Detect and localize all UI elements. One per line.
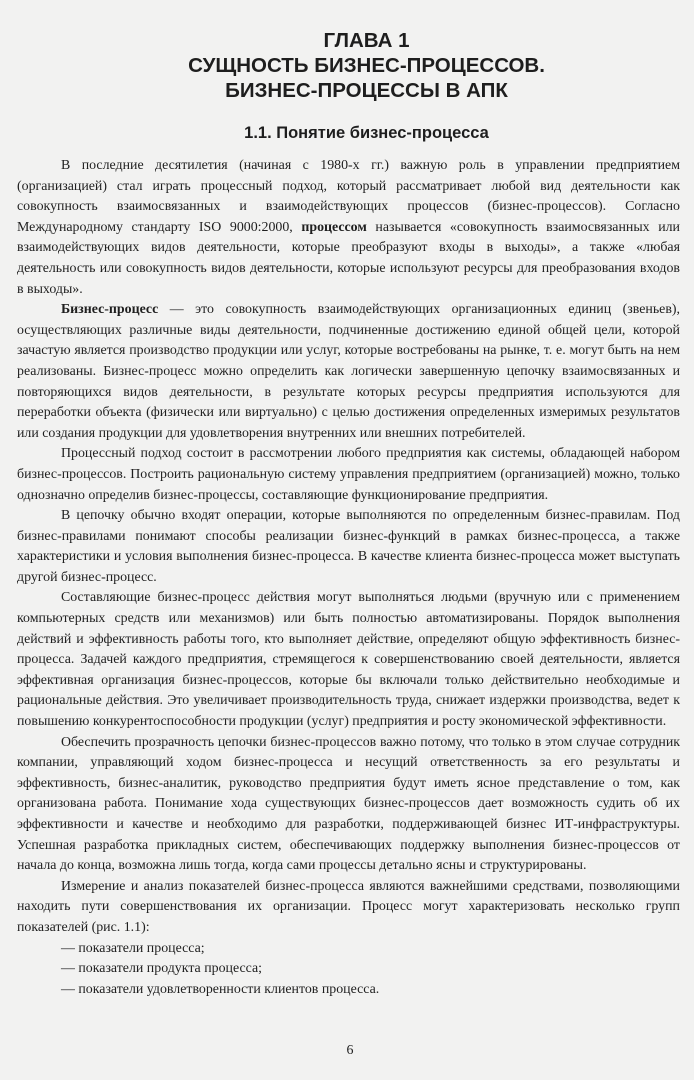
term-business-process: Бизнес-процесс xyxy=(61,302,159,318)
paragraph-7: Измерение и анализ показателей бизнес-процесса являются важнейшими средствами, позволяющими находить пути совершенствования их организации. Процесс могут характеризовать несколько групп показателей (рис. 1.1): xyxy=(17,878,680,935)
chapter-number: ГЛАВА 1 xyxy=(323,29,410,52)
page-number: 6 xyxy=(346,1043,354,1058)
paragraph-1-text-b: называется «совокупность взаимосвязанных или взаимодействующих видов деятельности, которые преобразуют входы в выходы», а также «любая деятельность или совокупность видов деятельности, которые используют ресурсы для преобразования входов в выходы». xyxy=(17,219,680,297)
paragraph-3: Процессный подход состоит в рассмотрении любого предприятия как системы, обладающей набором бизнес-процессов. Построить рациональную систему управления предприятием (организацией) можно, только однозначно определив бизнес-процессы, составляющие функционирование предприятия. xyxy=(17,446,680,503)
list-item: — показатели продукта процесса; xyxy=(61,961,262,977)
chapter-title-line-1: СУЩНОСТЬ БИЗНЕС-ПРОЦЕССОВ. xyxy=(188,54,545,77)
paragraph-2 xyxy=(17,300,680,444)
body-text xyxy=(17,156,680,1000)
paragraph-4: В цепочку обычно входят операции, которые выполняются по определенным бизнес-правилам. Под бизнес-правилами понимают способы реализации бизнес-функций в рамках бизнес-процесса, а также характеристики и условия выполнения бизнес-процесса. В качестве клиента бизнес-процесса может выступать другой бизнес-процесс. xyxy=(17,508,680,585)
section-title: 1.1. Понятие бизнес-процесса xyxy=(244,124,489,142)
paragraph-1 xyxy=(17,156,680,300)
chapter-heading xyxy=(17,28,680,103)
list-item: — показатели процесса; xyxy=(61,940,205,956)
chapter-title-line-2: БИЗНЕС-ПРОЦЕССЫ В АПК xyxy=(225,79,508,102)
paragraph-1-text-a: В последние десятилетия (начиная с 1980-х гг.) важную роль в управлении предприятием (организацией) стал играть процессный подход, который рассматривает любой вид деятельности как совокупность взаимосвязанных и взаимодействующих процессов (бизнес-процессов). Согласно Международному стандарту ISO 9000:2000, xyxy=(17,158,680,235)
paragraph-2-text: — это совокупность взаимодействующих организационных единиц (звеньев), осуществляющих различные виды деятельности, подчиненные достижению единой общей цели, которой зачастую является производство продукции или услуг, которые востребованы на рынке, т. е. могут быть на нем реализованы. Бизнес-процесс можно определить как логически завершенную цепочку взаимосвязанных и повторяющихся видов деятельности, в результате которых ресурсы предприятия используются для переработки объекта (физически или виртуально) с целью достижения определенных измеримых результатов или создания продукции для удовлетворения внутренних или внешних потребителей. xyxy=(17,302,680,441)
paragraph-6: Обеспечить прозрачность цепочки бизнес-процессов важно потому, что только в этом случае сотрудник компании, управляющий ходом бизнес-процесса и несущий ответственность за его результаты и эффективность, бизнес-аналитик, руководство предприятия будут иметь ясное представление о том, как организована работа. Понимание хода существующих бизнес-процессов дает возможность судить об их эффективности и качестве и необходимо для разработки, поддерживающей бизнес ИТ-инфраструктуры. Успешная разработка прикладных систем, обеспечивающих поддержку выполнения бизнес-процессов от начала до конца, возможна лишь тогда, когда сами процессы детально ясны и структурированы. xyxy=(17,734,680,874)
term-process: процессом xyxy=(301,219,367,235)
paragraph-5: Составляющие бизнес-процесс действия могут выполняться людьми (вручную или с применением компьютерных средств или механизмов) или быть полностью автоматизированы. Порядок выполнения действий и эффективность работы того, кто выполняет действие, определяют общую эффективность бизнес-процесса. Задачей каждого предприятия, стремящегося к совершенствованию своей деятельности, является эффективная организация бизнес-процессов, которые бы включали только действительно необходимые и рациональные действия. Это увеличивает производительность труда, снижает издержки производства, ведет к повышению конкурентоспособности продукции (услуг) предприятия и росту экономической эффективности. xyxy=(17,590,680,730)
list-item: — показатели удовлетворенности клиентов процесса. xyxy=(61,981,380,997)
indicator-list xyxy=(17,939,680,1001)
